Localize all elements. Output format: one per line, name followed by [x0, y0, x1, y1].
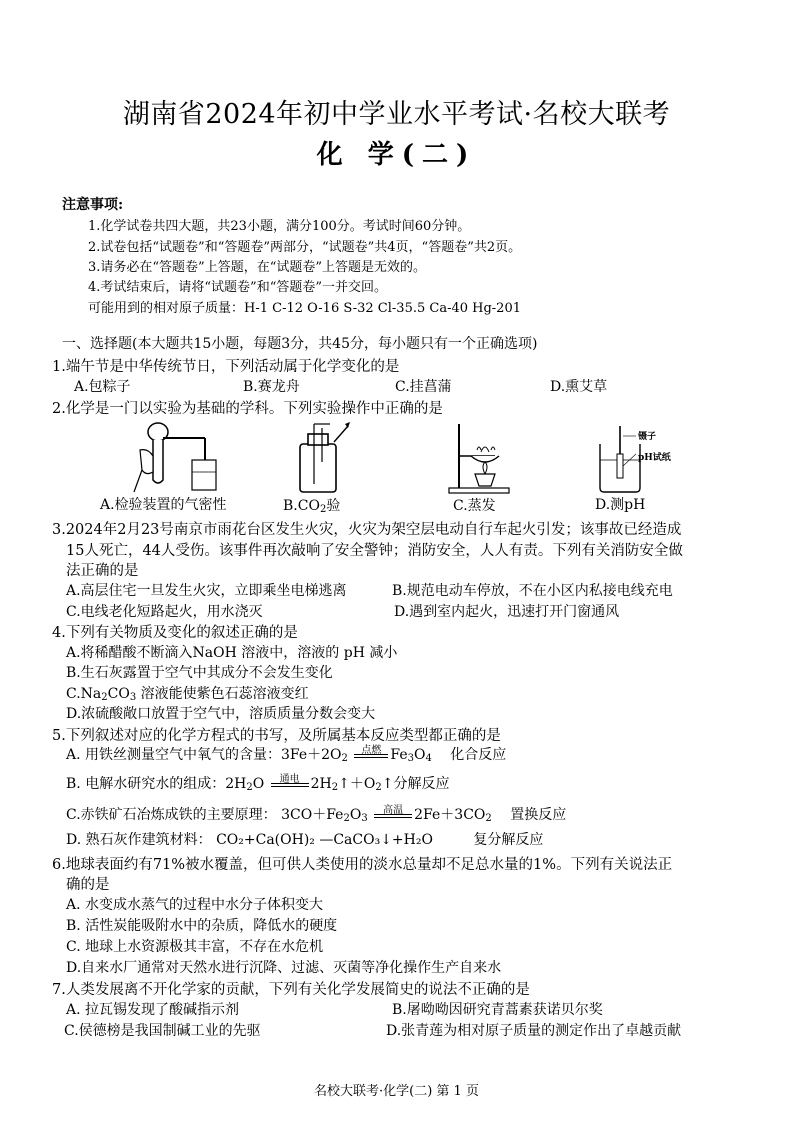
q5-stem: 5.下列叙述对应的化学方程式的书写，及所属基本反应类型都正确的是 — [52, 728, 501, 744]
q2-stem: 2.化学是一门以实验为基础的学科。下列实验操作中正确的是 — [52, 401, 443, 417]
evaporation-apparatus-image — [445, 420, 515, 496]
note-4: 4.考试结束后，请将“试题卷”和“答题卷”一并交回。 — [88, 280, 387, 295]
q5-option-d: D. 熟石灰作建筑材料： CO₂+Ca(OH)₂ —CaCO₃↓+H₂O 复分解反应 — [66, 832, 544, 848]
note-2: 2.试卷包括“试题卷”和“答题卷”两部分，“试题卷”共4页，“答题卷”共2页。 — [88, 240, 522, 255]
q1-option-b: B.赛龙舟 — [243, 379, 300, 395]
q3-option-b: B.规范电动车停放，不在小区内私接电线充电 — [392, 583, 673, 599]
q3-stem-line2: 15人死亡，44人受伤。该事件再次敲响了安全警钟；消防安全，人人有责。下列有关消防安全做 — [66, 543, 683, 559]
q4-stem: 4.下列有关物质及变化的叙述正确的是 — [52, 625, 298, 641]
subject-title: 化 学(二) — [316, 140, 477, 170]
q7-option-a: A. 拉瓦锡发现了酸碱指示剂 — [66, 1002, 240, 1018]
q6-stem-line1: 6.地球表面约有71%被水覆盖，但可供人类使用的淡水总量却不足总水量的1%。下列有关说法正 — [52, 857, 673, 873]
note-1: 1.化学试卷共四大题，共23小题，满分100分。考试时间60分钟。 — [88, 219, 471, 234]
note-3: 3.请务必在“答题卷”上答题，在“试题卷”上答题是无效的。 — [88, 260, 426, 275]
q2-option-d: D.测pH — [595, 497, 646, 513]
q5-option-b: B. 电解水研究水的组成：$2H_2O$ 通电 $2H_2↑+O_2↑$分解反应 — [66, 774, 450, 793]
q6-option-b: B. 活性炭能吸附水中的杂质，降低水的硬度 — [66, 918, 338, 934]
q2-option-b: $B.CO_2$验 — [283, 498, 341, 515]
q3-stem-line1: 3.2024年2月23号南京市雨花台区发生火灾，火灾为架空层电动自行车起火引发；该事故已经造成 — [52, 522, 682, 538]
q6-option-c: C. 地球上水资源极其丰富，不存在水危机 — [66, 939, 324, 955]
q3-option-c: C.电线老化短路起火，用水浇灭 — [66, 604, 263, 620]
q7-stem: 7.人类发展离不开化学家的贡献，下列有关化学发展简史的说法不正确的是 — [52, 982, 530, 998]
q6-stem-line2: 确的是 — [66, 877, 110, 893]
page-footer: 名校大联考·化学(二) 第 1 页 — [314, 1084, 479, 1099]
q4-option-b: B.生石灰露置于空气中其成分不会发生变化 — [66, 665, 333, 681]
q3-stem-line3: 法正确的是 — [66, 563, 139, 579]
q7-option-c: C.侯德榜是我国制碱工业的先驱 — [64, 1023, 261, 1039]
q5-option-a: A. 用铁丝测量空气中氧气的含量：$3Fe+2O_2$ 点燃 $Fe_3O_4$ 化合反应 — [66, 745, 507, 764]
notes-heading: 注意事项: — [62, 197, 124, 213]
co2-test-bottle-image — [290, 422, 360, 494]
atomic-masses: 可能用到的相对原子质量：H-1 C-12 O-16 S-32 Cl-35.5 Ca-40 Hg-201 — [88, 301, 521, 316]
q1-stem: 1.端午节是中华传统节日，下列活动属于化学变化的是 — [52, 359, 400, 375]
q1-option-a: A.包粽子 — [74, 379, 131, 395]
q1-option-c: C.挂菖蒲 — [395, 379, 452, 395]
q3-option-d: D.遇到室内起火，迅速打开门窗通风 — [394, 604, 620, 620]
q2-option-c: C.蒸发 — [453, 498, 496, 514]
q2-option-a: A.检验装置的气密性 — [100, 497, 227, 513]
q7-option-b: B.屠呦呦因研究青蒿素获诺贝尔奖 — [392, 1002, 603, 1018]
q6-option-a: A. 水变成水蒸气的过程中水分子体积变大 — [66, 897, 324, 913]
page-title: 湖南省2024年初中学业水平考试·名校大联考 — [122, 99, 671, 130]
q6-option-d: D.自来水厂通常对天然水进行沉降、过滤、灭菌等净化操作生产自来水 — [66, 960, 502, 976]
section-heading: 一、选择题(本大题共15小题，每题3分，共45分，每小题只有一个正确选项) — [62, 336, 538, 352]
tweezers-label: 镊子 — [638, 432, 657, 442]
q1-option-d: D.熏艾草 — [550, 379, 608, 395]
q4-option-c: $C.Na_2CO_3$ 溶液能使紫色石蕊溶液变红 — [66, 686, 309, 703]
q3-option-a: A.高层住宅一旦发生火灾，立即乘坐电梯逃离 — [66, 583, 347, 599]
q4-option-d: D.浓硫酸敞口放置于空气中，溶质质量分数会变大 — [66, 706, 376, 722]
airtightness-apparatus-image — [120, 420, 220, 495]
q7-option-d: D.张青莲为相对原子质量的测定作出了卓越贡献 — [386, 1023, 682, 1039]
ph-paper-label: pH试纸 — [638, 453, 671, 463]
q4-option-a: A.将稀醋酸不断滴入NaOH 溶液中，溶液的 pH 减小 — [66, 645, 398, 661]
q5-option-c: C.赤铁矿石冶炼成铁的主要原理： $3CO+Fe_2O_3$ 高温 $2Fe+3CO_2$ 置换反应 — [66, 805, 567, 824]
